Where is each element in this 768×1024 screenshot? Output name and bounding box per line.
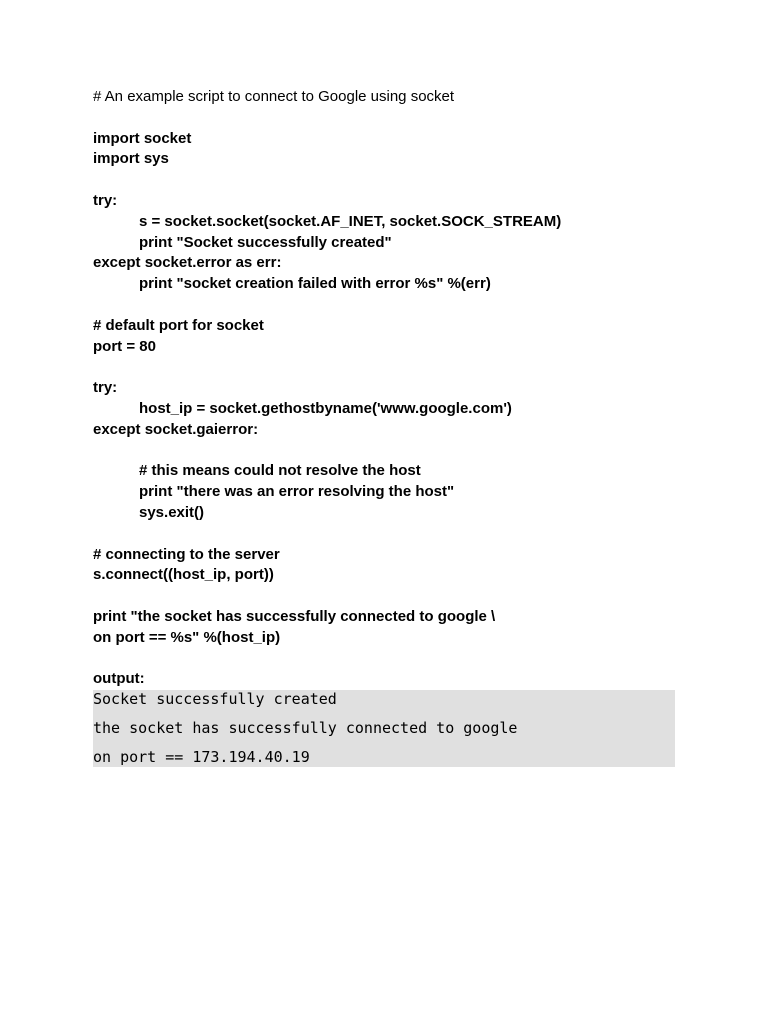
output-block (93, 690, 675, 767)
code-line: # An example script to connect to Google using socket (93, 88, 455, 105)
code-line: except socket.gaierror: (93, 420, 259, 438)
code-line: s.connect((host_ip, port)) (93, 566, 274, 584)
output-heading: output: (93, 670, 145, 688)
code-comment-line: # this means could not resolve the host (139, 462, 421, 480)
blank-line (93, 170, 693, 191)
blank-line (93, 295, 693, 316)
code-line: try: (93, 191, 118, 209)
blank-line (93, 524, 693, 545)
code-line: s = socket.socket(socket.AF_INET, socket.SOCK_STREAM) (139, 212, 562, 230)
code-line: import sys (93, 150, 169, 168)
output-line: Socket successfully created (93, 690, 337, 708)
code-line: print "Socket successfully created" (139, 233, 392, 251)
code-comment-line: # connecting to the server (93, 545, 280, 563)
blank-line (93, 441, 693, 462)
blank-line (93, 357, 693, 378)
code-line: sys.exit() (139, 503, 205, 521)
code-line: print "there was an error resolving the host" (139, 483, 455, 501)
code-line: import socket (93, 129, 192, 147)
code-line: print "the socket has successfully connected to google \ (93, 607, 496, 625)
blank-line (93, 649, 693, 670)
code-line: port = 80 (93, 337, 156, 355)
code-line: on port == %s" %(host_ip) (93, 628, 281, 646)
code-line: print "socket creation failed with error %s" %(err) (139, 275, 491, 293)
code-line: except socket.error as err: (93, 254, 282, 272)
blank-line (93, 586, 693, 607)
blank-line (93, 108, 693, 129)
code-line: try: (93, 379, 118, 397)
code-listing (93, 87, 693, 690)
code-line: host_ip = socket.gethostbyname('www.google.com') (139, 399, 512, 417)
output-line: the socket has successfully connected to google (93, 719, 518, 737)
code-comment-line: # default port for socket (93, 316, 264, 334)
output-line: on port == 173.194.40.19 (93, 748, 310, 766)
